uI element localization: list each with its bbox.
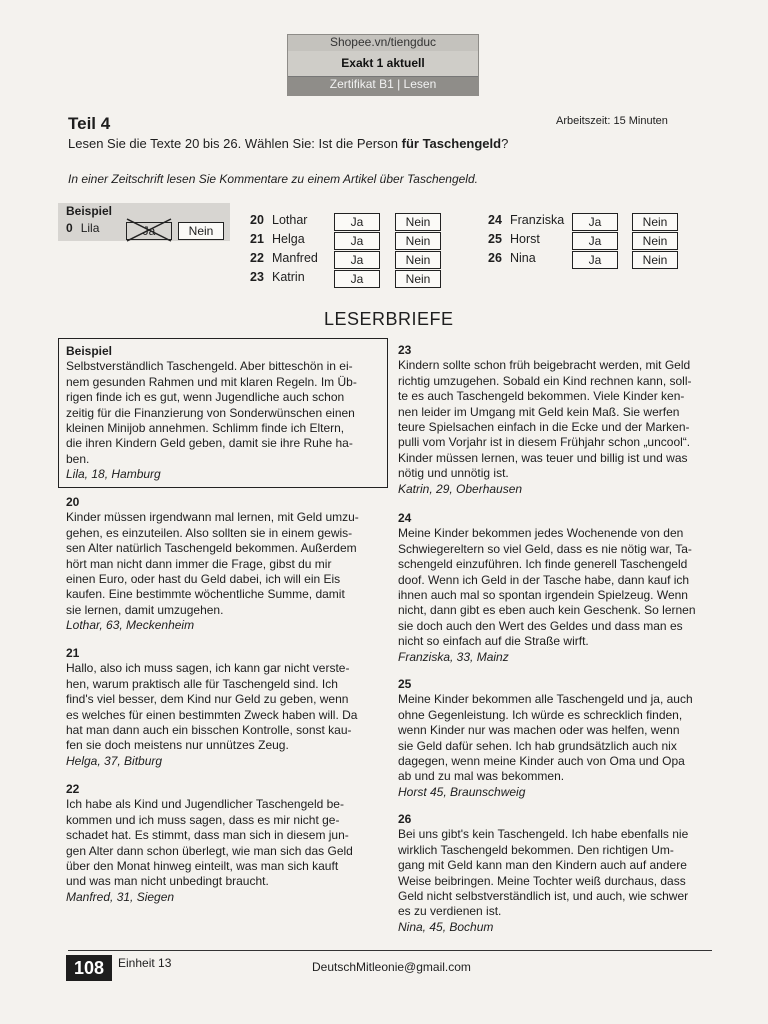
answer-number: 21	[250, 232, 264, 246]
letter-line: kleinen Minijob annehmen. Schlimm finde ich Eltern,	[66, 421, 345, 436]
letter-line: doof. Wenn ich Geld in der Tasche habe, dann kauf ich	[398, 572, 690, 587]
footer-divider	[68, 950, 712, 951]
letter-24	[398, 511, 718, 665]
letter-line: kaufen. Eine bestimmte wöchentliche Summe, damit	[66, 587, 345, 602]
letter-line: schadet hat. Es stimmt, dass man sich in diesem jun-	[66, 828, 349, 843]
answer-name: Manfred	[272, 251, 318, 265]
nein-label: Nein	[405, 272, 431, 286]
task-intro: In einer Zeitschrift lesen Sie Kommentare zu einem Artikel über Taschengeld.	[68, 172, 478, 186]
nein-checkbox[interactable]	[632, 213, 678, 231]
example-answer	[58, 203, 230, 241]
letter-line: Schwiegereltern so viel Geld, dass es nie nötig war, Ta-	[398, 541, 692, 556]
letter-author: Manfred, 31, Siegen	[66, 889, 175, 904]
header-shop-line: Shopee.vn/tiengduc	[288, 35, 478, 51]
nein-label: Nein	[405, 234, 431, 248]
letter-line: dagegen, wenn meine Kinder auch von Oma und Opa	[398, 754, 685, 769]
letter-line: ben.	[66, 451, 90, 466]
ja-checkbox[interactable]	[334, 232, 380, 250]
ja-checkbox[interactable]	[334, 213, 380, 231]
letter-line: wenn Kinder nur was machen oder was helfen, wenn	[398, 723, 680, 738]
cross-out-icon	[125, 217, 173, 243]
instruction-end: ?	[501, 136, 509, 151]
letter-line: ihnen auch mal so spontan irgendein Spielzeug. Wenn	[398, 588, 688, 603]
nein-label: Nein	[642, 253, 668, 267]
answer-row	[488, 213, 564, 227]
nein-checkbox[interactable]	[395, 232, 441, 250]
letter-line: Bei uns gibt's kein Taschengeld. Ich habe ebenfalls nie	[398, 827, 689, 842]
header-exam-label: Zertifikat B1 | Lesen	[288, 76, 478, 96]
ja-checkbox[interactable]	[572, 232, 618, 250]
letter-number: 24	[398, 511, 412, 525]
nein-checkbox[interactable]	[395, 251, 441, 269]
letter-22	[66, 782, 386, 905]
letter-line: Selbstverständlich Taschengeld. Aber bitteschön in ei-	[66, 359, 353, 374]
nein-checkbox[interactable]	[395, 270, 441, 288]
letter-author: Franziska, 33, Mainz	[398, 649, 509, 664]
ja-label: Ja	[588, 215, 602, 229]
answer-number: 23	[250, 270, 264, 284]
answer-row	[250, 213, 307, 227]
letter-line: fen sie doch meistens nur unnützes Zeug.	[66, 738, 289, 753]
answer-row	[250, 232, 305, 246]
section-heading: Teil 4	[68, 114, 111, 133]
example-person	[66, 221, 99, 235]
nein-label: Nein	[642, 215, 668, 229]
example-nein-box	[178, 222, 224, 240]
letter-line: ohne Gegenleistung. Ich würde es schrecklich finden,	[398, 707, 683, 722]
answer-row	[488, 232, 540, 246]
ja-checkbox[interactable]	[334, 251, 380, 269]
answer-number: 25	[488, 232, 502, 246]
ja-label: Ja	[350, 253, 364, 267]
letter-line: nötig und unnötig ist.	[398, 466, 509, 481]
example-title: Beispiel	[66, 204, 113, 218]
letter-line: nen leider im Umgang mit Geld kein Maß. Sie werfen	[398, 404, 680, 419]
letter-author: Helga, 37, Bitburg	[66, 753, 163, 768]
letter-line: Ich habe als Kind und Jugendlicher Taschengeld be-	[66, 797, 344, 812]
letter-number: 25	[398, 677, 412, 691]
nein-checkbox[interactable]	[632, 232, 678, 250]
letters-heading: LESERBRIEFE	[324, 309, 454, 329]
letter-number: 23	[398, 343, 412, 357]
answer-row	[250, 270, 305, 284]
letter-line: hat man dann auch ein bisschen Kontrolle, sonst kau-	[66, 723, 352, 738]
nein-label: Nein	[405, 253, 431, 267]
letter-line: schengeld einzuführen. Ich finde generell Taschengeld	[398, 557, 688, 572]
answer-number: 26	[488, 251, 502, 265]
letter-line: te es auch Taschengeld bekommen. Viele Kinder ken-	[398, 389, 685, 404]
letter-21	[66, 646, 386, 769]
answer-row	[488, 251, 536, 265]
letter-line: find's viel besser, dem Kind nur Geld zu geben, wenn	[66, 692, 349, 707]
letter-line: teure Spielsachen einfach in die Ecke und der Marken-	[398, 420, 690, 435]
task-instruction	[68, 136, 508, 151]
letter-line: es zu verdienen ist.	[398, 904, 502, 919]
answer-name: Helga	[272, 232, 305, 246]
ja-checkbox[interactable]	[572, 251, 618, 269]
answer-number: 20	[250, 213, 264, 227]
letter-line: ab und zu mal was bekommen.	[398, 769, 565, 784]
letter-author: Nina, 45, Bochum	[398, 919, 494, 934]
letter-line: nicht so einfach auf die Straße wirft.	[398, 634, 589, 649]
letter-line: die ihren Kindern Geld geben, damit sie ihre Ruhe ha-	[66, 436, 353, 451]
letter-line: und was man nicht unbedingt braucht.	[66, 874, 269, 889]
letter-line: Meine Kinder bekommen jedes Wochenende von den	[398, 526, 684, 541]
letter-line: rigen finde ich es gut, wenn Jugendliche auch schon	[66, 390, 345, 405]
letter-line: einen Euro, oder hast du Geld dabei, ich will ein Eis	[66, 572, 341, 587]
answer-number: 24	[488, 213, 502, 227]
answer-name: Katrin	[272, 270, 305, 284]
letter-line: Kinder müssen irgendwann mal lernen, mit Geld umzu-	[66, 510, 359, 525]
letter-line: Geld nicht selbstverständlich ist, und auch, wie schwer	[398, 889, 689, 904]
letter-line: kommen und ich muss sagen, dass es mir nicht ge-	[66, 812, 340, 827]
example-letter	[66, 344, 386, 483]
letter-line: sie Geld dafür sehen. Ich hab grundsätzlich auch nix	[398, 738, 677, 753]
example-ja-label: Ja	[142, 224, 156, 238]
instruction-emphasis: für Taschengeld	[401, 136, 502, 151]
answer-name: Horst	[510, 232, 540, 246]
working-time: Arbeitszeit: 15 Minuten	[556, 115, 668, 127]
letter-line: sen Alter natürlich Taschengeld bekommen. Außerdem	[66, 541, 357, 556]
nein-checkbox[interactable]	[395, 213, 441, 231]
letter-line: hen, warum praktisch alle für Taschengeld sind. Ich	[66, 676, 338, 691]
letter-line: nem gesunden Rahmen und mit klaren Regeln. Im Üb-	[66, 374, 357, 389]
letter-number: 21	[66, 646, 80, 660]
letter-line: Kindern sollte schon früh beigebracht werden, mit Geld	[398, 358, 691, 373]
letter-line: gen Alter dann schon überlegt, wie man sich das Geld	[66, 843, 353, 858]
answer-name: Franziska	[510, 213, 565, 227]
letter-line: es welches für einen bestimmten Zweck haben will. Da	[66, 707, 358, 722]
letter-number: 20	[66, 495, 80, 509]
letter-23	[398, 343, 718, 497]
letter-line: über den Monat hinweg einteilt, was man sich kauft	[66, 859, 339, 874]
letter-20	[66, 495, 386, 634]
answer-number: 22	[250, 251, 264, 265]
ja-checkbox[interactable]	[572, 213, 618, 231]
letter-line: Hallo, also ich muss sagen, ich kann gar nicht verste-	[66, 661, 350, 676]
ja-label: Ja	[350, 215, 364, 229]
letter-author: Katrin, 29, Oberhausen	[398, 481, 523, 496]
ja-label: Ja	[588, 253, 602, 267]
header-book-title: Exakt 1 aktuell	[341, 56, 425, 70]
letter-author: Horst 45, Braunschweig	[398, 784, 526, 799]
ja-label: Ja	[350, 234, 364, 248]
answer-row	[250, 251, 318, 265]
unit-label: Einheit 13	[118, 956, 172, 970]
letter-26	[398, 812, 718, 935]
page-number: 108	[66, 955, 112, 981]
example-number: 0	[66, 221, 73, 235]
nein-label: Nein	[642, 234, 668, 248]
letter-line: Kinder müssen lernen, was teuer und billig ist und was	[398, 450, 688, 465]
letter-number: Beispiel	[66, 344, 113, 358]
letter-line: gang mit Geld kann man den Kindern auch auf andere	[398, 858, 687, 873]
footer-email: DeutschMitleonie@gmail.com	[312, 960, 471, 974]
answer-name: Lothar	[272, 213, 308, 227]
ja-label: Ja	[588, 234, 602, 248]
answer-name: Nina	[510, 251, 536, 265]
example-nein-label: Nein	[188, 224, 214, 238]
instruction-text: Lesen Sie die Texte 20 bis 26. Wählen Sie: Ist die Person	[68, 136, 402, 151]
letter-number: 26	[398, 812, 412, 826]
letter-line: richtig umzugehen. Sobald ein Kind rechnen kann, soll-	[398, 373, 692, 388]
letter-line: gehen, es einzuteilen. Also sollten sie in einem gewis-	[66, 525, 353, 540]
letter-25	[398, 677, 718, 800]
letter-line: Meine Kinder bekommen alle Taschengeld und ja, auch	[398, 692, 693, 707]
letter-line: pulli vom Vorjahr ist in diesem Frühjahr schon „uncool“.	[398, 435, 691, 450]
letter-author: Lila, 18, Hamburg	[66, 467, 161, 482]
letter-number: 22	[66, 782, 80, 796]
letter-line: wirklich Taschengeld bekommen. Den richtigen Um-	[398, 842, 674, 857]
example-ja-box	[126, 222, 172, 240]
book-header	[287, 34, 479, 96]
letter-line: zeitig für die Finanzierung von Sonderwünschen einen	[66, 405, 355, 420]
letter-author: Lothar, 63, Meckenheim	[66, 618, 195, 633]
letter-line: sie lernen, damit umzugehen.	[66, 602, 224, 617]
ja-label: Ja	[350, 272, 364, 286]
letter-line: sie doch auch den Wert des Geldes und dass man es	[398, 618, 683, 633]
example-name: Lila	[80, 221, 100, 235]
letter-line: hört man nicht dann immer die Frage, gibst du mir	[66, 556, 332, 571]
letter-line: Weise beibringen. Meine Tochter weiß durchaus, dass	[398, 873, 686, 888]
nein-label: Nein	[405, 215, 431, 229]
letter-line: nicht, dann gibt es eben auch kein Geschenk. So lernen	[398, 603, 696, 618]
ja-checkbox[interactable]	[334, 270, 380, 288]
nein-checkbox[interactable]	[632, 251, 678, 269]
